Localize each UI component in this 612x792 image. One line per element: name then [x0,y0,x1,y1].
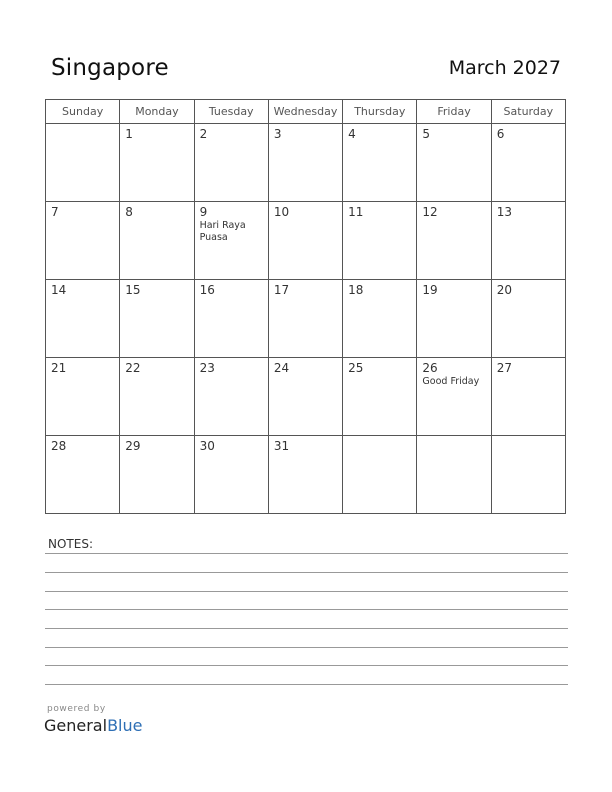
notes-line [45,684,568,685]
holiday-label: Hari Raya Puasa [199,220,246,243]
notes-line [45,665,568,666]
day-number: 26 [422,361,438,375]
day-number: 5 [422,127,431,141]
day-cell [194,280,268,358]
day-cell [46,124,120,202]
logo-general-text: General [44,716,108,735]
day-cell [417,358,491,436]
day-number: 6 [496,127,505,141]
week-row [46,280,566,358]
day-cell [417,202,491,280]
day-number: 23 [199,361,215,375]
day-number: 7 [51,205,59,219]
day-number: 24 [273,361,290,375]
day-cell [491,436,565,514]
day-number: 4 [348,127,356,141]
day-cell [194,436,268,514]
day-cell [417,280,491,358]
day-cell [120,358,194,436]
day-cell [268,280,342,358]
day-cell [194,124,268,202]
day-cell [268,202,342,280]
notes-line [45,553,568,554]
day-number: 10 [273,205,290,219]
day-number: 1 [125,127,133,141]
day-cell [343,202,417,280]
day-number: 22 [125,361,141,375]
day-cell [120,280,194,358]
notes-line [45,609,568,610]
day-number: 29 [125,439,141,453]
day-cell [343,436,417,514]
notes-line [45,572,568,573]
day-cell [343,358,417,436]
day-cell [120,124,194,202]
day-number: 15 [125,283,141,297]
weekday-header: Tuesday [194,100,268,124]
weekday-header: Sunday [46,100,120,124]
day-cell [194,202,268,280]
day-cell [417,436,491,514]
day-number: 21 [51,361,67,375]
day-number: 19 [422,283,438,297]
day-cell [120,436,194,514]
day-cell [46,280,120,358]
day-cell [268,124,342,202]
day-cell [46,202,120,280]
day-cell [46,436,120,514]
generalblue-logo[interactable] [44,716,142,735]
calendar-country-title: Singapore [51,55,169,81]
day-number: 3 [273,127,282,141]
day-number: 13 [496,205,512,219]
week-row [46,202,566,280]
day-number: 2 [199,127,208,141]
day-cell [194,358,268,436]
notes-line [45,591,568,592]
calendar-grid [45,99,566,514]
day-cell [491,124,565,202]
calendar-month-title: March 2027 [448,57,561,79]
weekday-header: Saturday [491,100,565,124]
day-number: 17 [273,283,290,297]
day-cell [268,358,342,436]
day-number: 9 [199,205,208,219]
day-number: 14 [51,283,67,297]
day-cell [491,202,565,280]
day-number: 30 [199,439,215,453]
notes-label: NOTES: [48,537,93,551]
day-number: 12 [422,205,438,219]
notes-line [45,628,568,629]
weekday-header: Monday [120,100,194,124]
powered-by-text: powered by [47,704,106,714]
logo-blue-text: Blue [107,716,143,735]
day-cell [417,124,491,202]
day-cell [46,358,120,436]
day-number: 28 [51,439,67,453]
weekday-header: Wednesday [268,100,342,124]
day-number: 27 [496,361,512,375]
week-row [46,358,566,436]
day-number: 11 [348,205,364,219]
weekday-header: Thursday [343,100,417,124]
weekday-header: Friday [417,100,491,124]
day-number: 18 [348,283,364,297]
day-cell [491,358,565,436]
week-row [46,436,566,514]
notes-line [45,647,568,648]
day-number: 25 [348,361,364,375]
day-cell [343,280,417,358]
day-number: 16 [199,283,215,297]
week-row [46,124,566,202]
day-cell [491,280,565,358]
holiday-label: Good Friday [422,376,480,387]
day-number: 20 [496,283,512,297]
weekday-header-row [46,100,566,124]
day-cell [268,436,342,514]
day-number: 8 [125,205,133,219]
day-cell [343,124,417,202]
day-cell [120,202,194,280]
day-number: 31 [273,439,290,453]
